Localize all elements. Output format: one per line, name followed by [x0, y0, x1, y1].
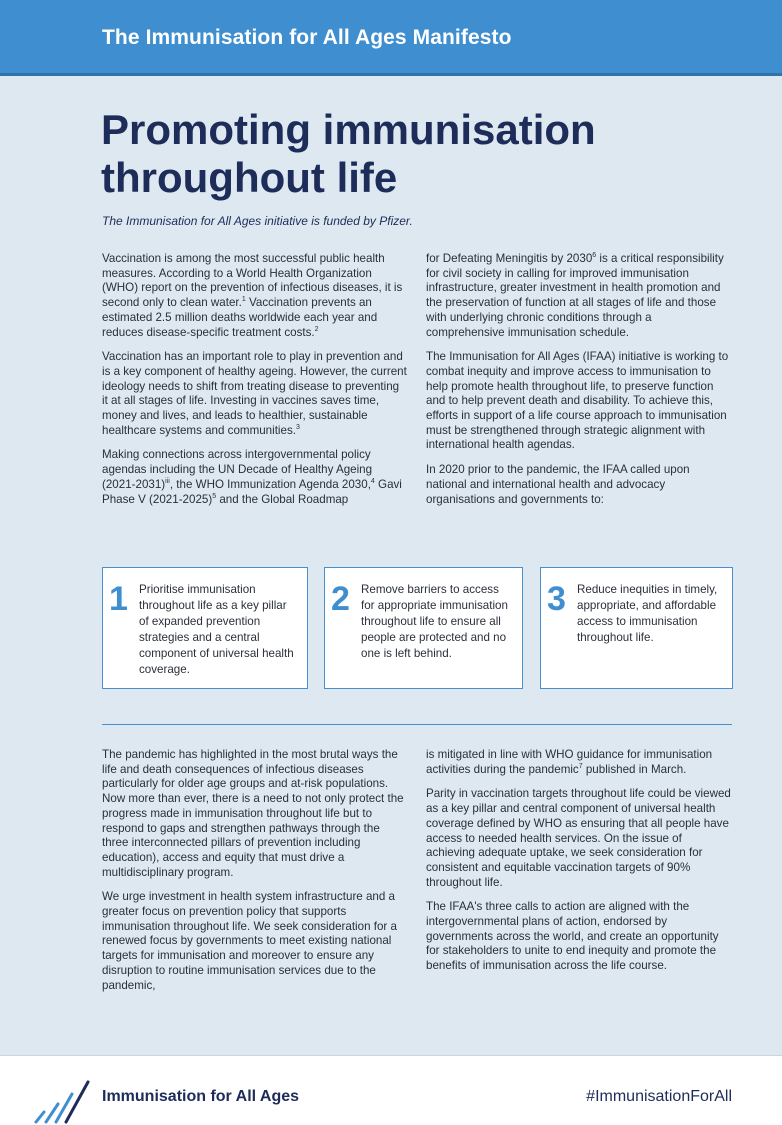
- footer-hashtag: #ImmunisationForAll: [586, 1088, 732, 1105]
- reference-mark: 5: [212, 492, 217, 500]
- paragraph: Parity in vaccination targets throughout life could be viewed as a key pillar and central component of universal health coverage defined by WHO as ensuring that all people have access to needed health services. On the issue of achieving adequate uptake, we seek consideration for consistent and equitable vaccination targets of 90% throughout life.: [426, 787, 731, 889]
- body-column-left: [102, 748, 408, 1003]
- reference-mark: 6: [592, 252, 597, 260]
- paragraph: We urge investment in health system infrastructure and a greater focus on prevention policy that supports immunisation throughout life. We seek consideration for a renewed focus by governments to meet existing national targets for immunisation and moreover to ensure any disruption to routine immunisation services due to the pandemic,: [102, 890, 397, 992]
- call-number: 3: [547, 580, 566, 618]
- intro-column-left: [102, 252, 408, 517]
- call-number: 2: [331, 580, 350, 618]
- intro-column-right: [426, 252, 732, 517]
- ifaa-stripes-logo-icon: [32, 1078, 92, 1125]
- call-text: Reduce inequities in timely, appropriate, and affordable access to immunisation throughout life.: [577, 583, 718, 644]
- paragraph: Vaccination has an important role to play in prevention and is a key component of healthy ageing. However, the current ideology needs to shift from treating disease to preventing it at all stages of life. Investing in vaccines saves time, money and lives, and leads to healthier, sustainable healthcare systems and communities.$^3$: [102, 350, 407, 437]
- body-column-right: [426, 748, 732, 984]
- reference-mark: 2: [314, 325, 319, 333]
- paragraph: In 2020 prior to the pandemic, the IFAA called upon national and international health and advocacy organisations and governments to:: [426, 463, 690, 506]
- paragraph: The Immunisation for All Ages (IFAA) initiative is working to combat inequity and improve access to immunisation to help promote health throughout life, to preserve function and to help prevent death and disability. To achieve this, efforts in support of a life course approach to immunisation must be strengthened through strategic alignment with international health agendas.: [426, 350, 729, 452]
- paragraph: for Defeating Meningitis by 2030$^6$ is a critical responsibility for civil society in calling for improved immunisation infrastructure, greater investment in health promotion and the preservation of function at all stages of life and those with underlying chronic conditions through a comprehensive immunisation schedule.: [426, 252, 724, 339]
- footer-brand: Immunisation for All Ages: [102, 1088, 300, 1105]
- funding-note: The Immunisation for All Ages initiative is funded by Pfizer.: [102, 214, 413, 228]
- section-divider: [102, 724, 732, 725]
- call-number: 1: [109, 580, 128, 618]
- paragraph: Vaccination is among the most successful public health measures. According to a World Health Organization (WHO) report on the prevention of infectious diseases, it is second only to clean water.$^1$ Vaccination prevents an estimated 2.5 million deaths worldwide each year and reduces disease-specific treatment costs.$^2$: [102, 252, 403, 339]
- paragraph: is mitigated in line with WHO guidance for immunisation activities during the pandemic$^7$ published in March.: [426, 748, 713, 776]
- call-text: Remove barriers to access for appropriate immunisation throughout life to ensure all people are protected and no one is left behind.: [361, 583, 508, 660]
- reference-mark: 4: [370, 477, 375, 485]
- paragraph: The pandemic has highlighted in the most brutal ways the life and death consequences of infectious diseases particularly for older age groups and at-risk populations. Now more than ever, there is a need to not only protect the progress made in immunisation throughout life but to respond to gaps and strengthen pathways through the three interconnected pillars of prevention including education), access and equity that must drive a multidisciplinary program.: [102, 748, 404, 879]
- call-to-action-card: [540, 567, 733, 689]
- reference-mark: iii: [165, 477, 170, 485]
- call-text: Prioritise immunisation throughout life as a key pillar of expanded prevention strategies and a central component of universal health coverage.: [139, 583, 294, 676]
- manifesto-title: The Immunisation for All Ages Manifesto: [102, 26, 512, 49]
- reference-mark: 7: [578, 762, 583, 770]
- paragraph: Making connections across intergovernmental policy agendas including the UN Decade of Healthy Ageing (2021-2031)$^{iii}$, the WHO Immunization Agenda 2030,$^4$ Gavi Phase V (2021-2025)$^5$ and the Global Roadmap: [102, 448, 402, 506]
- paragraph: The IFAA's three calls to action are aligned with the intergovernmental plans of action, endorsed by governments across the world, and create an opportunity for stakeholders to unite to end inequity and promote the benefits of immunisation across the life course.: [426, 900, 719, 973]
- page-headline: Promoting immunisation throughout life: [101, 106, 596, 201]
- reference-mark: 3: [295, 423, 300, 431]
- call-to-action-card: [324, 567, 523, 689]
- reference-mark: 1: [241, 296, 246, 304]
- call-to-action-card: [102, 567, 308, 689]
- footer-bar: [0, 1055, 782, 1125]
- header-bar: [0, 0, 782, 76]
